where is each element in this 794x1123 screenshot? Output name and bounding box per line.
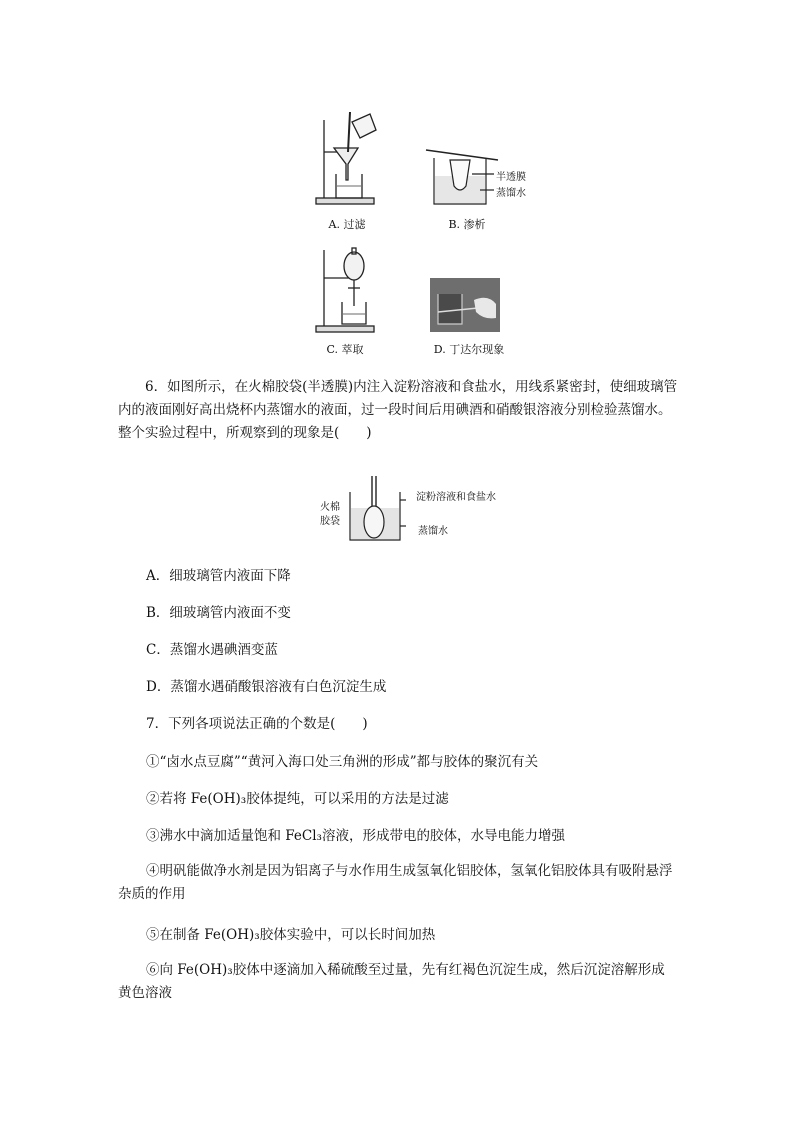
question-6-option-b: B．细玻璃管内液面不变	[146, 605, 291, 621]
starch-salt-solution-label: 淀粉溶液和食盐水	[416, 492, 496, 503]
question-7-item-1: ①“卤水点豆腐”“黄河入海口处三角洲的形成”都与胶体的聚沉有关	[146, 754, 539, 770]
collodion-bag-label-line2: 胶袋	[320, 516, 340, 527]
question-7-item-3: ③沸水中滴加适量饱和 FeCl₃溶液，形成带电的胶体，水导电能力增强	[146, 828, 565, 844]
distilled-water-label: 蒸馏水	[418, 526, 448, 537]
filtration-apparatus-icon	[312, 108, 392, 208]
question-7-item-2: ②若将 Fe(OH)₃胶体提纯，可以采用的方法是过滤	[146, 791, 449, 807]
dialysis-membrane-label: 半透膜	[496, 172, 526, 183]
figure-c-caption: C. 萃取	[326, 343, 364, 356]
question-6-diagram	[346, 474, 406, 544]
dialysis-water-label: 蒸馏水	[496, 188, 526, 199]
collodion-bag-beaker-icon	[346, 474, 406, 544]
separatory-funnel-icon	[312, 244, 392, 336]
figure-c-extraction	[312, 244, 392, 336]
figure-b-caption: B. 渗析	[448, 218, 486, 231]
question-7-item-6: ⑥向 Fe(OH)₃胶体中逐滴加入稀硫酸至过量，先有红褐色沉淀生成，然后沉淀溶解形成黄色溶液	[118, 962, 665, 1001]
question-6-stem: 6．如图所示，在火棉胶袋(半透膜)内注入淀粉溶液和食盐水，用线系紧密封，使细玻璃管内的液面刚好高出烧杯内蒸馏水的液面，过一段时间后用碘酒和硝酸银溶液分别检验蒸馏水。整个实验过程中，所观察到的现象是( )	[118, 379, 678, 441]
question-7-stem: 7．下列各项说法正确的个数是( )	[146, 716, 368, 732]
collodion-bag-label-line1: 火棉	[320, 502, 340, 513]
question-6-option-c: C．蒸馏水遇碘酒变蓝	[146, 642, 278, 658]
tyndall-beaker-icon	[430, 278, 500, 332]
figure-a-caption: A. 过滤	[328, 218, 366, 231]
figure-a-filtration	[312, 108, 392, 208]
question-7-item-4: ④明矾能做净水剂是因为铝离子与水作用生成氢氧化铝胶体，氢氧化铝胶体具有吸附悬浮杂质的作用	[118, 863, 673, 902]
question-6-option-a: A．细玻璃管内液面下降	[146, 568, 291, 584]
question-7-item-5: ⑤在制备 Fe(OH)₃胶体实验中，可以长时间加热	[146, 927, 436, 943]
figure-d-caption: D. 丁达尔现象	[433, 343, 505, 356]
figure-d-tyndall-photo	[430, 278, 500, 332]
question-6-option-d: D．蒸馏水遇硝酸银溶液有白色沉淀生成	[146, 679, 387, 695]
